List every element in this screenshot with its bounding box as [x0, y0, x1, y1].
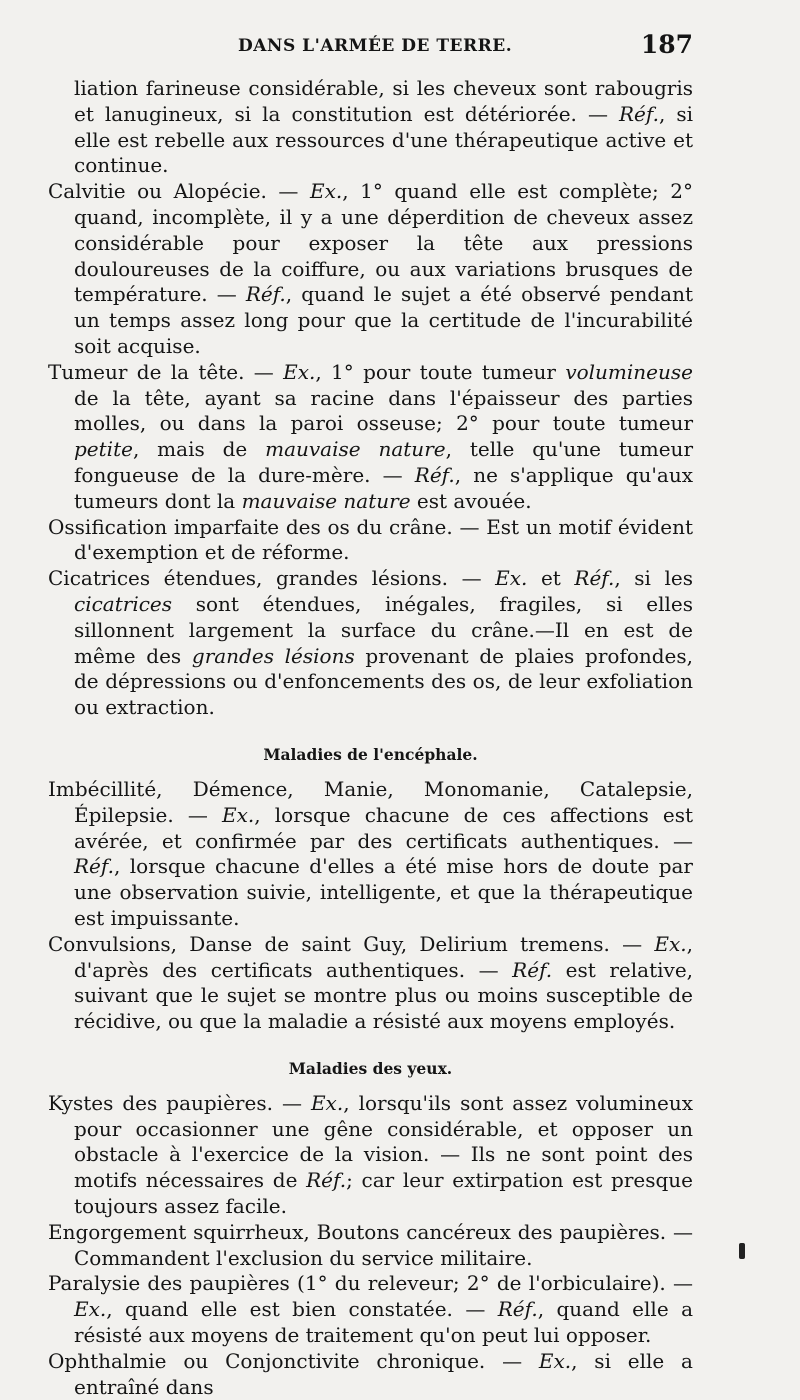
- entry-ossification: Ossification imparfaite des os du crâne. — Est un motif évident d'exemption et de réforme.: [48, 514, 693, 565]
- entry-kystes: Kystes des paupières. — Ex., lorsqu'ils sont assez volumineux pour occasionner une gêne considérable, et opposer un obstacle à l'exercice de la vision. — Ils ne sont point des motifs nécessaires de Réf.; car leur extirpation est presque toujours assez facile.: [48, 1090, 694, 1219]
- entry-calvitie: Calvitie ou Alopécie. — Ex., 1° quand elle est complète; 2° quand, incomplète, il y a une déperdition de cheveux assez considérable pour exposer la tête aux pressions douloureuses de la coiffure, ou aux variations brusques de température. — Réf., quand le sujet a été observé pendant un temps assez long pour que la certitude de l'incurabilité soit acquise.: [48, 179, 693, 358]
- entry-tumeur: Tumeur de la tête. — Ex., 1° pour toute tumeur volumineuse de la tête, ayant sa racine dans l'épaisseur des parties molles, ou dans la paroi osseuse; 2° pour toute tumeur petite, mais de mauvaise nature, telle qu'une tumeur fongueuse de la dure-mère. — Réf., ne s'applique qu'aux tumeurs dont la mauvaise nature est avouée.: [48, 359, 694, 513]
- entry-cicatrices: Cicatrices étendues, grandes lésions. — Ex. et Réf., si les cicatrices sont étendues, inégales, fragiles, si elles sillonnent largement la surface du crâne.—Il en est de même des grandes lésions provenant de plaies profondes, de dépressions ou d'enfoncements des os, de leur exfoliation ou extraction.: [48, 566, 694, 720]
- running-head: DANS L'ARMÉE DE TERRE.: [238, 36, 513, 56]
- section-heading-yeux: Maladies des yeux.: [288, 1058, 453, 1078]
- page-number: 187: [640, 30, 693, 59]
- section-heading-encephale: Maladies de l'encéphale.: [263, 744, 478, 764]
- ink-mark: [739, 1243, 745, 1259]
- entry-engorgement: Engorgement squirrheux, Boutons cancéreux des paupières. — Commandent l'exclusion du service militaire.: [48, 1219, 693, 1270]
- entry-imbecillite: Imbécillité, Démence, Manie, Monomanie, Catalepsie, Épilepsie. — Ex., lorsque chacune de ces affections est avérée, et confirmée par des certificats authentiques. — Réf., lorsque chacune d'elles a été mise hors de doute par une observation suivie, intelligente, et que la thérapeutique est impuissante.: [48, 776, 693, 930]
- entry-convulsions: Convulsions, Danse de saint Guy, Delirium tremens. — Ex., d'après des certificats authentiques. — Réf. est relative, suivant que le sujet se montre plus ou moins susceptible de récidive, ou que la maladie a résisté aux moyens employés.: [48, 931, 694, 1034]
- entry-paralysie: Paralysie des paupières (1° du releveur; 2° de l'orbiculaire). — Ex., quand elle est bien constatée. — Réf., quand elle a résisté aux moyens de traitement qu'on peut lui opposer.: [48, 1271, 693, 1348]
- page-body: [48, 76, 693, 1400]
- paragraph-continuation: liation farineuse considérable, si les cheveux sont rabougris et lanugineux, si la constitution est détériorée. — Réf., si elle est rebelle aux ressources d'une thérapeutique active et continue.: [74, 76, 694, 178]
- page-header: [48, 30, 693, 68]
- entry-ophthalmie: Ophthalmie ou Conjonctivite chronique. — Ex., si elle a entraîné dans: [48, 1348, 693, 1399]
